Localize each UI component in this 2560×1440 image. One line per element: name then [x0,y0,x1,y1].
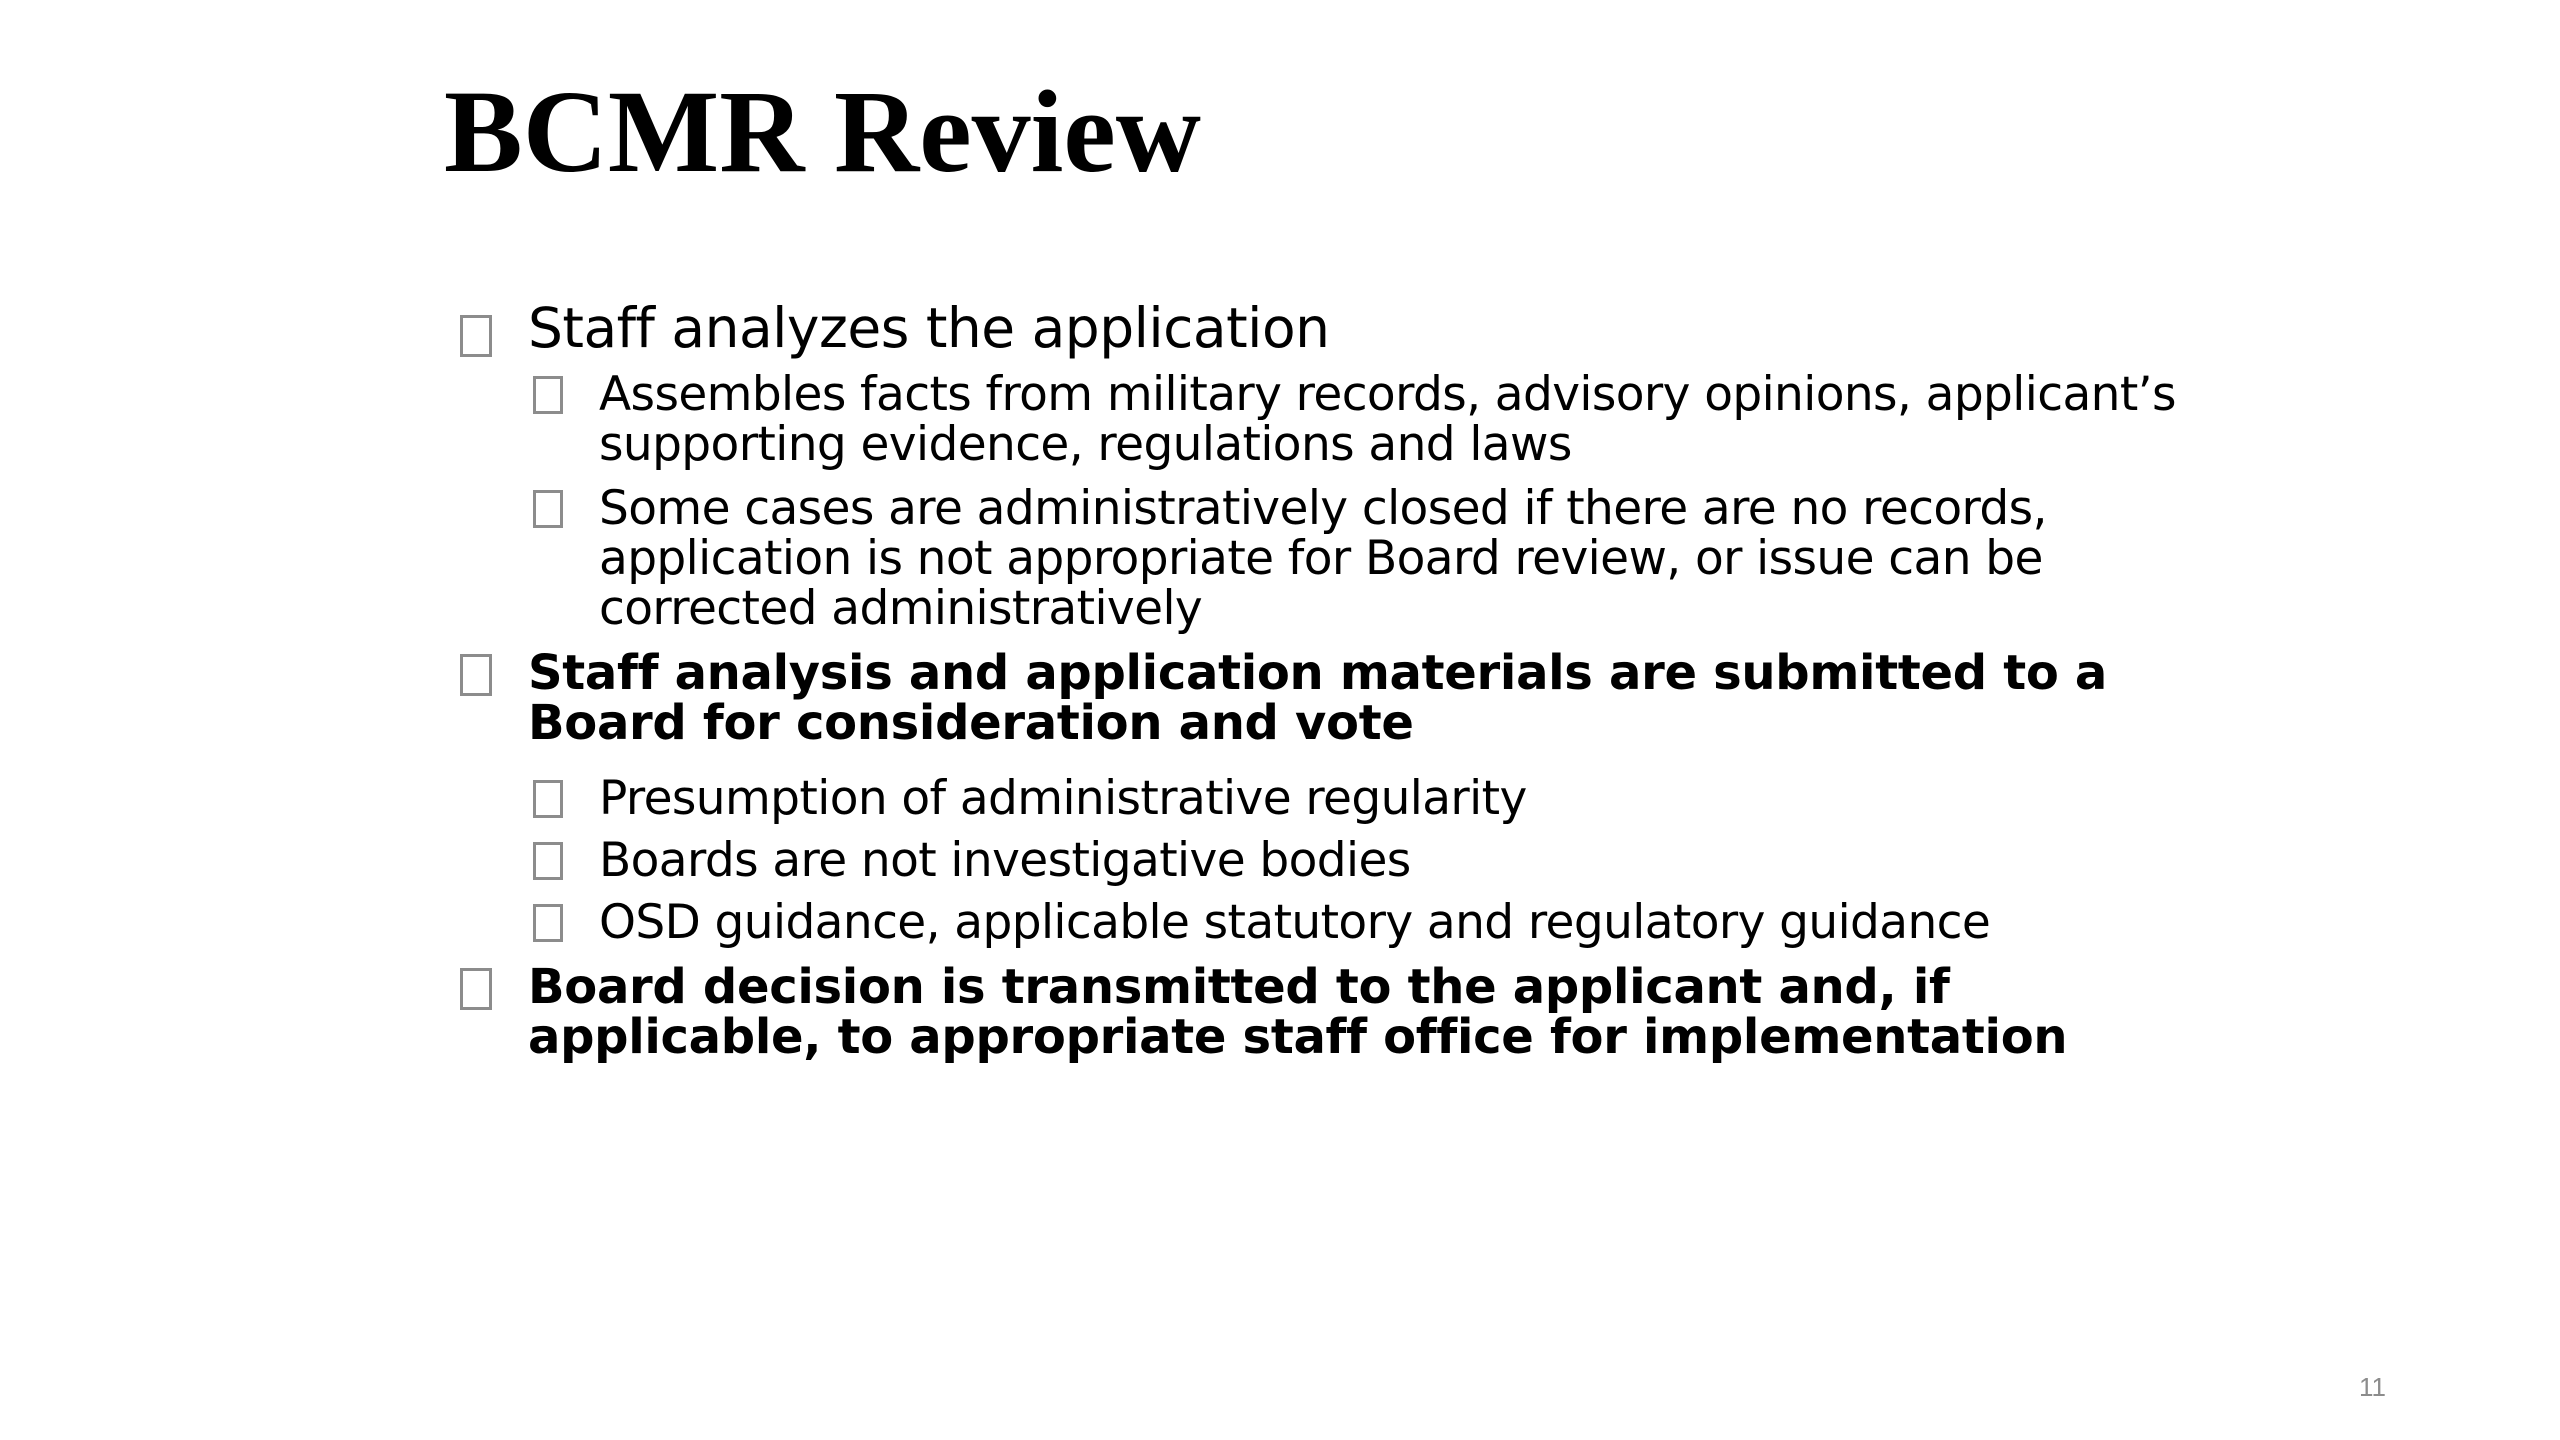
sub-bullet-text: Some cases are administratively closed if there are no records, application is not appropriate for Board review, or issue can be corrected administratively [599,481,2047,636]
empty-square-bullet-icon [460,654,492,696]
sub-bullet-text: OSD guidance, applicable statutory and regulatory guidance [599,895,1991,950]
sub-bullet-text: Assembles facts from military records, advisory opinions, applicant’s supporting evidence, regulations and laws [599,367,2176,472]
bullet-text: Staff analyzes the application [528,296,1330,360]
sub-bullet-item [533,771,2220,826]
sub-bullet-item [533,481,2220,636]
sub-bullet-item [533,895,2220,950]
sub-bullet-item [533,833,2220,888]
bullet-item [460,645,2220,751]
empty-square-bullet-icon [460,968,492,1010]
empty-square-bullet-icon [460,315,492,357]
bullet-item [460,959,2220,1065]
bullet-text: Board decision is transmitted to the applicant and, if applicable, to appropriate staff office for implementation [528,959,2068,1065]
sub-bullet-text: Boards are not investigative bodies [599,833,1411,888]
empty-square-bullet-icon [533,490,563,528]
bullet-item [460,298,2220,358]
empty-square-bullet-icon [533,842,563,880]
bullet-text: Staff analysis and application materials are submitted to a Board for consideration and vote [528,645,2108,751]
empty-square-bullet-icon [533,904,563,942]
bullet-list [460,296,2220,1065]
sub-bullet-text: Presumption of administrative regularity [599,771,1527,826]
empty-square-bullet-icon [533,780,563,818]
empty-square-bullet-icon [533,376,563,414]
sub-bullet-item [533,367,2220,472]
slide-title: BCMR Review [444,66,1201,197]
page-number: 11 [2359,1372,2386,1402]
